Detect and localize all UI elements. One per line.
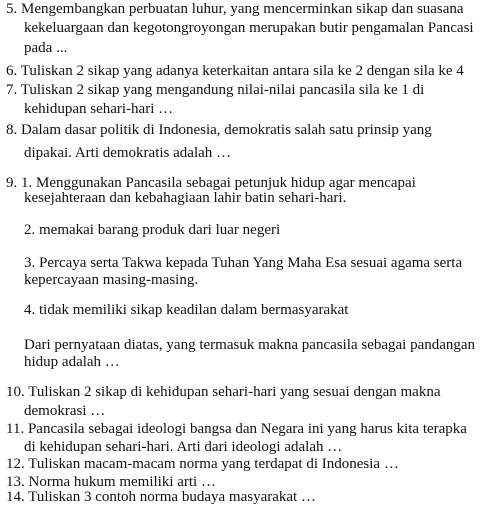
q5-line-3: pada ...: [24, 40, 68, 56]
q9-statement-4: 4. tidak memiliki sikap keadilan dalam bermasyarakat: [24, 302, 349, 318]
q9-statement-1-line-2: kesejahteraan dan kebahagiaan lahir batin sehari-hari.: [24, 190, 347, 206]
q9-statement-1-line-1: 9. 1. Menggunakan Pancasila sebagai petunjuk hidup agar mencapai: [6, 175, 416, 191]
q11-line-1: 11. Pancasila sebagai ideologi bangsa dan Negara ini yang harus kita terapka: [6, 421, 467, 437]
q10-line-1: 10. Tuliskan 2 sikap di kehidupan sehari-hari yang sesuai dengan makna: [6, 384, 441, 400]
q8-line-1: 8. Dalam dasar politik di Indonesia, demokratis salah satu prinsip yang: [6, 122, 432, 138]
q9-statement-3-line-2: kepercayaan masing-masing.: [24, 272, 199, 288]
q11-line-2: di kehidupan sehari-hari. Arti dari ideologi adalah …: [24, 439, 343, 455]
q9-statement-3-line-1: 3. Percaya serta Takwa kepada Tuhan Yang Maha Esa sesuai agama serta: [24, 255, 463, 271]
q7-line-1: 7. Tuliskan 2 sikap yang mengandung nilai-nilai pancasila sila ke 1 di: [6, 82, 425, 98]
q12-line-1: 12. Tuliskan macam-macam norma yang terdapat di Indonesia …: [6, 456, 399, 472]
q9-prompt-line-1: Dari pernyataan diatas, yang termasuk makna pancasila sebagai pandangan: [24, 337, 476, 353]
q14-line-1: 14. Tuliskan 3 contoh norma budaya masyarakat …: [6, 489, 316, 505]
q8-line-2: dipakai. Arti demokratis adalah …: [24, 145, 232, 161]
q13-line-1: 13. Norma hukum memiliki arti …: [6, 474, 216, 490]
q7-line-2: kehidupan sehari-hari …: [24, 101, 174, 117]
q10-line-2: demokrasi …: [24, 403, 106, 419]
q9-prompt-line-2: hidup adalah …: [24, 354, 120, 370]
q9-statement-2: 2. memakai barang produk dari luar negeri: [24, 222, 281, 238]
q6-line-1: 6. Tuliskan 2 sikap yang adanya keterkaitan antara sila ke 2 dengan sila ke 4: [6, 63, 464, 79]
q5-line-1: 5. Mengembangkan perbuatan luhur, yang mencerminkan sikap dan suasana: [6, 1, 464, 17]
q5-line-2: kekeluargaan dan kegotongroyongan merupakan butir pengamalan Pancasi: [24, 20, 474, 36]
